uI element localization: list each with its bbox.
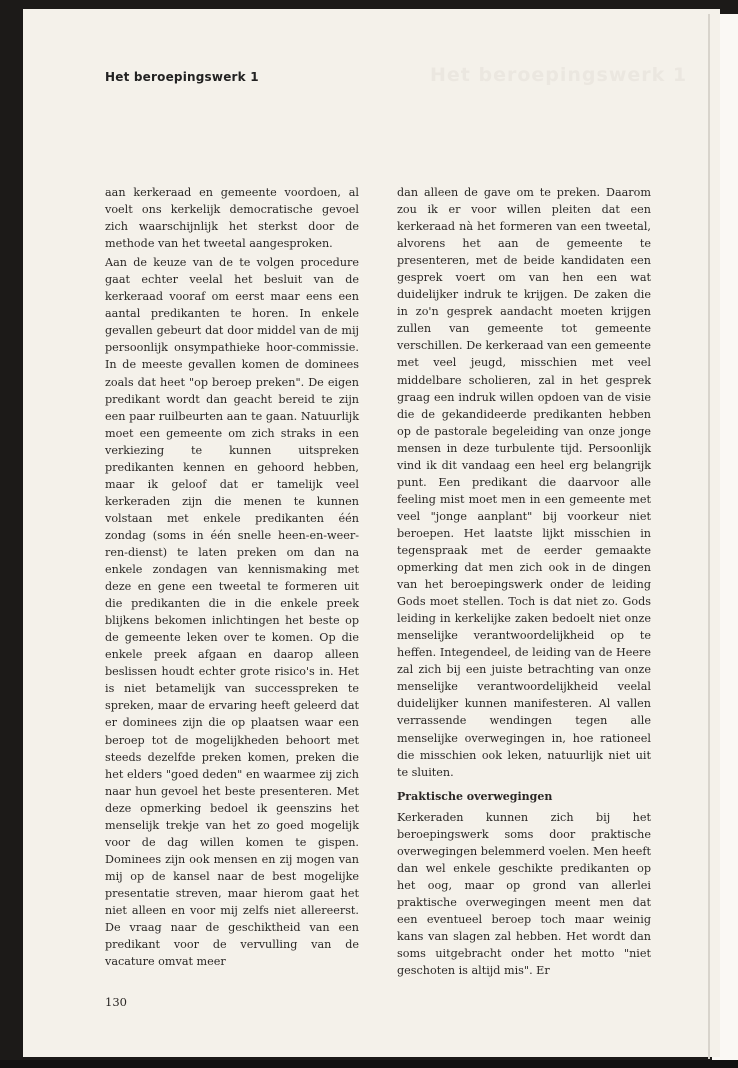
left-text-column [105,184,359,970]
body-paragraph: aan kerkeraad en gemeente voordoen, al voelt ons kerkelijk democratische gevoel zich waarschijnlijk het sterkst door de methode van het tweetal aangesproken. [105,186,359,251]
body-paragraph: dan alleen de gave om te preken. Daarom zou ik er voor willen pleiten dat een kerkeraad nà het formeren van een tweetal, alvorens het aan de gemeente te presenteren, met de beide kandidaten een gesprek voert om van hen een wat duidelijker indruk te krijgen. De zaken die in zo'n gesprek aandacht moeten krijgen zullen van gemeente tot gemeente verschillen. De kerkeraad van een gemeente met veel jeugd, misschien met veel middelbare scholieren, zal in het gesprek graag een indruk willen opdoen van de visie die de gekandideerde predikanten hebben op de pastorale begeleiding van onze jonge mensen in deze turbulente tijd. Persoonlijk vind ik dit vandaag een heel erg belangrijk punt. Een predikant die daarvoor alle feeling mist moet men in een gemeente met veel "jonge aanplant" bij voorkeur niet beroepen. Het laatste lijkt misschien in tegenspraak met de eerder gemaakte opmerking dat men zich ook in de dingen van het beroepingswerk onder de leiding Gods moet stellen. Toch is dat niet zo. Gods leiding in kerkelijke zaken bedoelt niet onze menselijke verantwoordelijkheid op te heffen. Integendeel, de leiding van de Heere zal zich bij een juiste betrachting van onze menselijke verantwoordelijkheid veelal duidelijker kunnen manifesteren. Al vallen verrassende wendingen tegen alle menselijke overwegingen in, hoe rationeel die misschien ook leken, natuurlijk niet uit te sluiten. [397,186,651,779]
section-subheading: Praktische overwegingen [397,789,553,803]
body-paragraph: Kerkeraden kunnen zich bij het beroepingswerk soms door praktische overwegingen belemmerd voelen. Men heeft dan wel enkele geschikte predikanten op het oog, maar op grond van allerlei praktische overwegingen meent men dat een eventueel beroep toch maar weinig kans van slagen zal hebben. Het wordt dan soms uitgebracht onder het motto "niet geschoten is altijd mis". Er [397,810,651,978]
page-fold-line [708,14,710,1059]
body-paragraph: Aan de keuze van de te volgen procedure gaat echter veelal het besluit van de kerkeraad vooraf om eerst maar eens een aantal predikanten te horen. In enkele gevallen gebeurt dat door middel van de mij persoonlijk onsympathieke hoor-commissie. In de meeste gevallen komen de dominees zoals dat heet "op beroep preken". De eigen predikant wordt dan geacht bereid te zijn een paar ruilbeurten aan te gaan. Natuurlijk moet een gemeente om zich straks in een verkiezing te kunnen uitspreken predikanten kennen en gehoord hebben, maar ik geloof dat er tamelijk veel kerkeraden zijn die menen te kunnen volstaan met enkele predikanten één zondag (soms in één snelle heen-en-weer-ren-dienst) te laten preken om dan na enkele zondagen van kennismaking met deze en gene een tweetal te formeren uit die predikanten die in die enkele preek blijkens bekomen inlichtingen het beste op de gemeente leken over te komen. Op die enkele preek afgaan en daarop alleen beslissen houdt echter grote risico's in. Het is niet betamelijk van successpreken te spreken, maar de ervaring heeft geleerd dat er dominees zijn die op plaatsen waar een beroep tot de mogelijkheden behoort met steeds dezelfde preken komen, preken die het elders "goed deden" en waarmee zij zich naar hun gevoel het beste presenteren. Met deze opmerking bedoel ik geenszins het menselijk trekje van het zo goed mogelijk voor de dag willen komen te gispen. Dominees zijn ook mensen en zij mogen van mij op de kansel naar de best mogelijke presentatie streven, maar hierom gaat het niet alleen en voor mij zelfs niet allereerst. De vraag naar de geschiktheid van een predikant voor de vervulling van de vacature omvat meer [105,256,359,969]
right-text-column [397,184,651,979]
show-through-title: Het beroepingswerk 1 [430,64,688,86]
running-header: Het beroepingswerk 1 [105,70,259,84]
page-shadow [0,1060,738,1068]
page-number: 130 [105,995,127,1009]
